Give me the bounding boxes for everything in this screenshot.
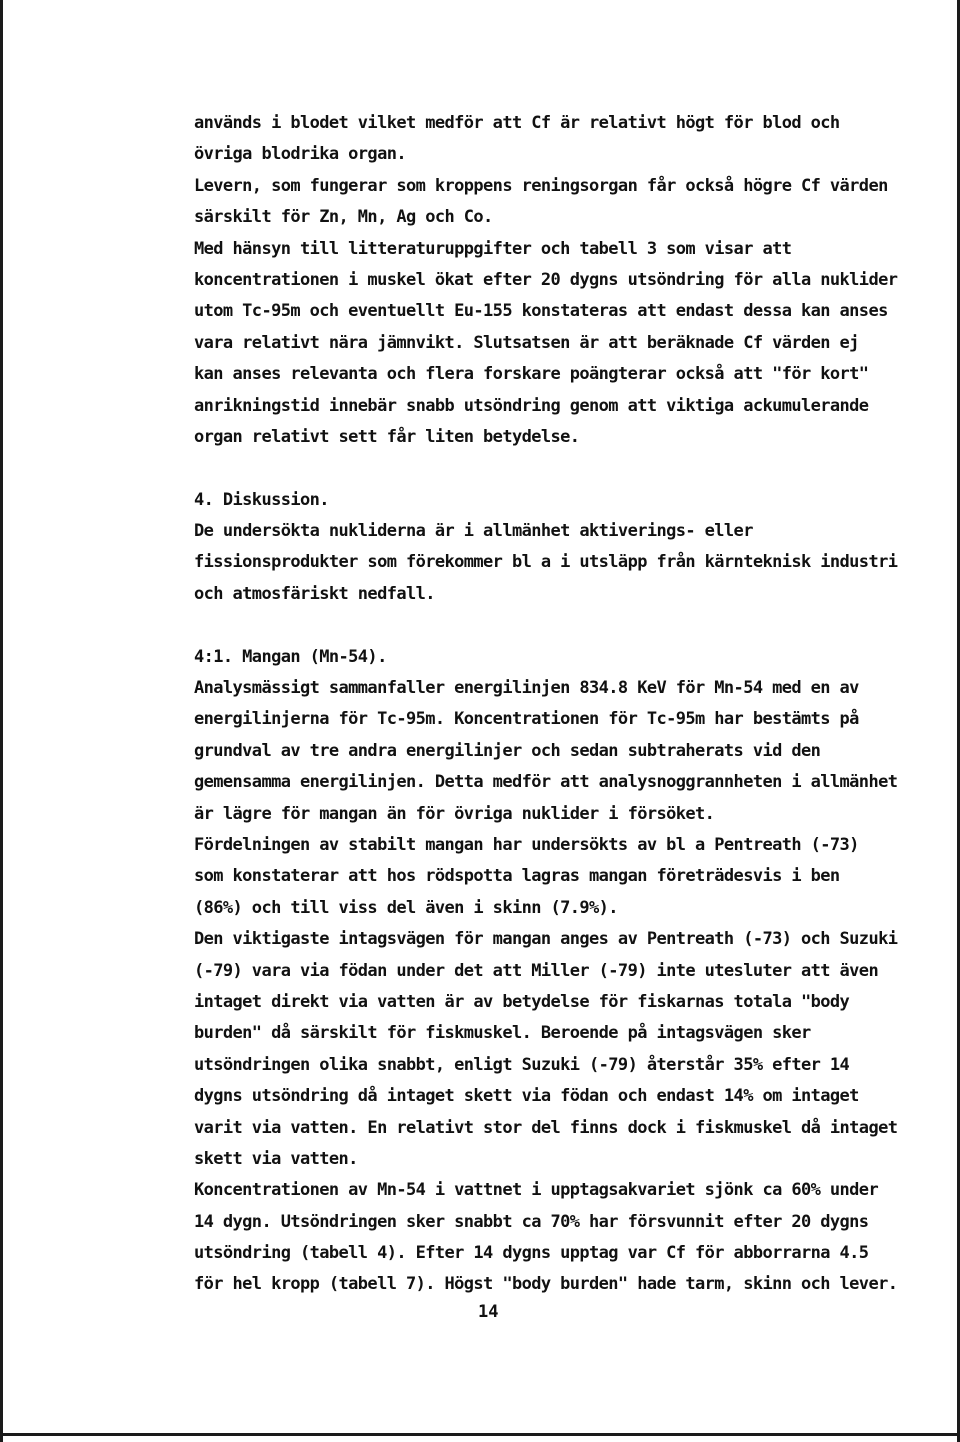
paragraph-1 (194, 108, 944, 453)
text-line: 14 dygn. Utsöndringen sker snabbt ca 70% har försvunnit efter 20 dygns (194, 1211, 869, 1232)
text-line: gemensamma energilinjen. Detta medför att analysnoggrannheten i allmänhet (194, 772, 898, 793)
text-line: utsöndring (tabell 4). Efter 14 dygns upptag var Cf för abborrarna 4.5 (194, 1243, 869, 1264)
text-line: för hel kropp (tabell 7). Högst "body burden" hade tarm, skinn och lever. (194, 1274, 898, 1295)
text-line: Med hänsyn till litteraturuppgifter och tabell 3 som visar att (194, 238, 792, 259)
text-line: utom Tc-95m och eventuellt Eu-155 konstateras att endast dessa kan anses (194, 301, 888, 322)
section-4 (194, 485, 944, 611)
text-line: och atmosfäriskt nedfall. (194, 583, 435, 604)
text-line: övriga blodrika organ. (194, 144, 406, 165)
page-number: 14 (478, 1302, 499, 1322)
text-line: vara relativt nära jämnvikt. Slutsatsen är att beräknade Cf värden ej (194, 332, 859, 353)
text-line: (-79) vara via födan under det att Miller (-79) inte utesluter att även (194, 960, 879, 981)
page-border-bottom (0, 1433, 960, 1436)
text-line: koncentrationen i muskel ökat efter 20 dygns utsöndring för alla nuklider (194, 269, 898, 290)
text-line: grundval av tre andra energilinjer och sedan subtraherats vid den (194, 740, 821, 761)
page-border-left (0, 0, 3, 1442)
text-line: intaget direkt via vatten är av betydelse för fiskarnas totala "body (194, 991, 850, 1012)
body-text (194, 108, 944, 1301)
text-line: De undersökta nukliderna är i allmänhet aktiverings- eller (194, 521, 753, 542)
text-line: (86%) och till viss del även i skinn (7.9%). (194, 897, 618, 918)
paragraph-spacer (194, 610, 944, 641)
text-line: burden" då särskilt för fiskmuskel. Beroende på intagsvägen sker (194, 1023, 811, 1044)
text-line: som konstaterar att hos rödspotta lagras mangan företrädesvis i ben (194, 866, 840, 887)
text-line: Den viktigaste intagsvägen för mangan anges av Pentreath (-73) och Suzuki (194, 929, 898, 950)
text-line: energilinjerna för Tc-95m. Koncentrationen för Tc-95m har bestämts på (194, 709, 859, 730)
text-line: är lägre för mangan än för övriga nuklider i försöket. (194, 803, 715, 824)
text-line: organ relativt sett får liten betydelse. (194, 426, 580, 447)
text-line: Levern, som fungerar som kroppens reningsorgan får också högre Cf värden (194, 175, 888, 196)
text-line: fissionsprodukter som förekommer bl a i utsläpp från kärnteknisk industri (194, 552, 898, 573)
text-line: används i blodet vilket medför att Cf är relativt högt för blod och (194, 113, 840, 133)
section-heading: 4. Diskussion. (194, 489, 329, 510)
section-heading: 4:1. Mangan (Mn-54). (194, 646, 387, 667)
paragraph-spacer (194, 453, 944, 484)
text-line: kan anses relevanta och flera forskare poängterar också att "för kort" (194, 364, 869, 385)
text-line: dygns utsöndring då intaget skett via födan och endast 14% om intaget (194, 1086, 859, 1107)
section-4-1 (194, 642, 944, 1301)
text-line: Analysmässigt sammanfaller energilinjen 834.8 KeV för Mn-54 med en av (194, 678, 859, 699)
text-line: anrikningstid innebär snabb utsöndring genom att viktiga ackumulerande (194, 395, 869, 416)
text-line: utsöndringen olika snabbt, enligt Suzuki (-79) återstår 35% efter 14 (194, 1054, 850, 1075)
text-line: varit via vatten. En relativt stor del finns dock i fiskmuskel då intaget (194, 1117, 898, 1138)
text-line: skett via vatten. (194, 1148, 358, 1169)
text-line: Koncentrationen av Mn-54 i vattnet i upptagsakvariet sjönk ca 60% under (194, 1180, 879, 1201)
text-line: Fördelningen av stabilt mangan har undersökts av bl a Pentreath (-73) (194, 834, 859, 855)
text-line: särskilt för Zn, Mn, Ag och Co. (194, 207, 493, 228)
